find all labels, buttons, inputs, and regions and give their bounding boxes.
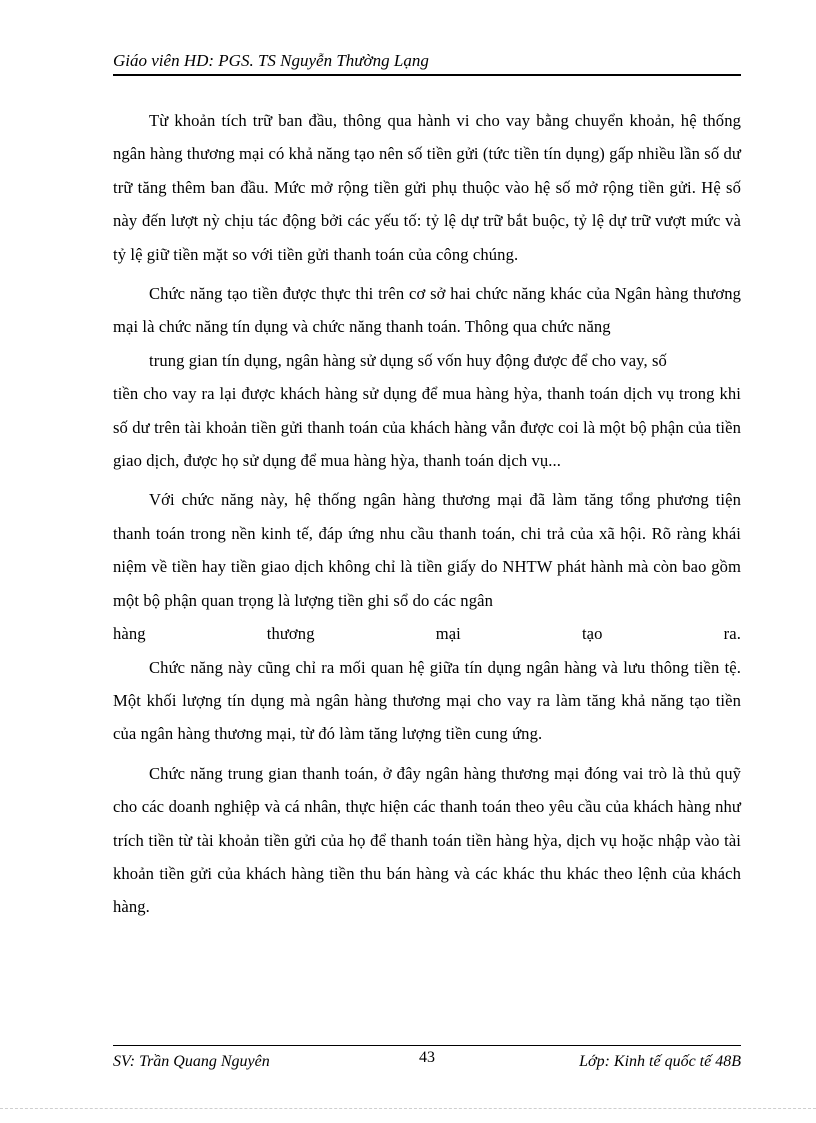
paragraph-3-text: Với chức năng này, hệ thống ngân hàng thương mại đã làm tăng tổng phương tiện thanh toán trong nền kinh tế, đáp ứng nhu cầu thanh toán, chi trả của xã hội. Rõ ràng khái niệm về tiền hay tiền giao dịch không chỉ là tiền giấy do NHTW phát hành mà còn bao gồm một bộ phận quan trọng là lượng tiền ghi sổ do các ngân (113, 490, 741, 610)
paragraph-2: Chức năng tạo tiền được thực thi trên cơ sở hai chức năng khác của Ngân hàng thương mại là chức năng tín dụng và chức năng thanh toán. Thông qua chức năng (113, 284, 741, 337)
supervisor-label: Giáo viên HD: PGS. TS Nguyễn Thường Lạng (113, 51, 429, 70)
paragraph-3 (113, 483, 741, 617)
spread-word: mại (435, 624, 461, 644)
student-name: SV: Trần Quang Nguyên (113, 1053, 270, 1070)
spread-word: ra. (723, 624, 741, 644)
page-header (113, 51, 741, 75)
paragraph-4: Chức năng này cũng chỉ ra mối quan hệ giữa tín dụng ngân hàng và lưu thông tiền tệ. Một khối lượng tín dụng mà ngân hàng thương mại cho vay ra làm tăng khả năng tạo tiền của ngân hàng thương mại, từ đó làm tăng lượng tiền cung ứng. (113, 657, 741, 744)
spread-word: thương (266, 624, 315, 644)
paragraph-2-continued (113, 344, 741, 478)
spread-word: tạo (581, 624, 603, 644)
paragraph-2-rest: tiền cho vay ra lại được khách hàng sử dụng để mua hàng hỳa, thanh toán dịch vụ trong khi số dư trên tài khoản tiền gửi thanh toán của khách hàng vẫn được coi là một bộ phận của tiền giao dịch, được họ sử dụng để mua hàng hỳa, thanh toán dịch vụ... (113, 384, 741, 471)
header-rule (113, 74, 741, 76)
page-number: 43 (419, 1049, 435, 1066)
paragraph-2-line: trung gian tín dụng, ngân hàng sử dụng số vốn huy động được để cho vay, số (149, 350, 667, 370)
footer-rule (113, 1045, 741, 1046)
page-footer (113, 1049, 741, 1074)
paragraph-3-last-line (113, 617, 741, 650)
spread-word: hàng (113, 624, 146, 644)
class-name: Lớp: Kinh tế quốc tế 48B (579, 1053, 741, 1070)
paragraph-1: Từ khoản tích trữ ban đầu, thông qua hành vi cho vay bằng chuyển khoản, hệ thống ngân hàng thương mại có khả năng tạo nên số tiền gửi (tức tiền tín dụng) gấp nhiều lần số dư trữ tăng thêm ban đầu. Mức mở rộng tiền gửi phụ thuộc vào hệ số mở rộng tiền gửi. Hệ số này đến lượt nỳ chịu tác động bởi các yếu tố: tỷ lệ dự trữ bắt buộc, tỷ lệ dự trữ vượt mức và tỷ lệ giữ tiền mặt so với tiền gửi thanh toán của công chúng. (113, 111, 741, 264)
document-body (113, 104, 741, 930)
page-edge-divider (0, 1108, 816, 1109)
paragraph-5: Chức năng trung gian thanh toán, ở đây ngân hàng thương mại đóng vai trò là thủ quỹ cho các doanh nghiệp và cá nhân, thực hiện các thanh toán theo yêu cầu của khách hàng như trích tiền từ tài khoản tiền gửi của họ để thanh toán tiền hàng hỳa, dịch vụ hoặc nhập vào tài khoản tiền gửi của khách hàng tiền thu bán hàng và các khác thu khác theo lệnh của khách hàng. (113, 763, 741, 917)
